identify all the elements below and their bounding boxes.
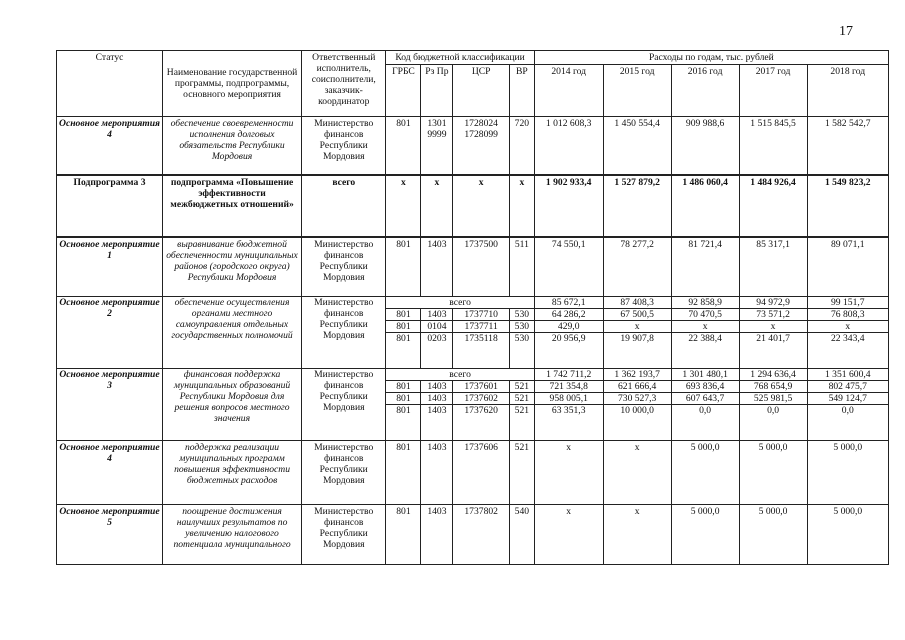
value-cell: 0,0 [671,405,739,441]
value-cell: 70 470,5 [671,309,739,321]
header-vr: ВР [509,65,534,117]
grbs-cell: 801 [386,405,421,441]
header-name: Наименование государственной программы, подпрограммы, основного мероприятия [163,51,302,117]
value-cell: 22 388,4 [671,333,739,369]
value-cell: 802 475,7 [807,381,888,393]
value-cell: 85 672,1 [534,297,603,309]
value-cell: 549 124,7 [807,393,888,405]
value-cell: х [603,505,671,565]
value-cell: 99 151,7 [807,297,888,309]
grbs-cell: х [386,175,421,237]
table-row [57,175,889,237]
header-expenses-group: Расходы по годам, тыс. рублей [534,51,888,65]
table-row [57,369,889,381]
value-cell: 1 742 711,2 [534,369,603,381]
value-cell: 1 301 480,1 [671,369,739,381]
name-cell: поощрение достижения наилучших результатов по увеличению налогового потенциала муниципального [163,505,302,565]
value-cell: 85 317,1 [739,237,807,297]
value-cell: х [739,321,807,333]
table-row [57,441,889,505]
value-cell: 5 000,0 [739,505,807,565]
name-cell: финансовая поддержка муниципальных образований Республики Мордовия для решения вопросов местного значения [163,369,302,441]
name-cell: подпрограмма «Повышение эффективности межбюджетных отношений» [163,175,302,237]
header-responsible: Ответственный исполнитель, соисполнители, заказчик-координатор [302,51,386,117]
value-cell: х [534,505,603,565]
page-number: 17 [839,24,853,39]
value-cell: 730 527,3 [603,393,671,405]
rz-cell: 1403 [421,309,453,321]
value-cell: 1 294 636,4 [739,369,807,381]
csr-cell: 1737620 [453,405,510,441]
status-cell: Основное мероприятие 3 [57,369,163,441]
value-cell: 63 351,3 [534,405,603,441]
header-year: 2016 год [671,65,739,117]
header-year: 2018 год [807,65,888,117]
header-year: 2014 год [534,65,603,117]
rz-cell: 0203 [421,333,453,369]
csr-cell: 1737711 [453,321,510,333]
value-cell: 5 000,0 [671,505,739,565]
value-cell: 10 000,0 [603,405,671,441]
value-cell: 1 515 845,5 [739,117,807,175]
csr-cell: 1737606 [453,441,510,505]
rz-cell: 1403 [421,237,453,297]
value-cell: 76 808,3 [807,309,888,321]
value-cell: 1 351 600,4 [807,369,888,381]
status-cell: Основное мероприятие 4 [57,441,163,505]
csr-cell: 1737802 [453,505,510,565]
value-cell: 1 012 608,3 [534,117,603,175]
rz-cell: 1403 [421,405,453,441]
total-label-cell: всего [386,369,534,381]
responsible-cell: Министерство финансов Республики Мордовия [302,297,386,369]
header-year: 2015 год [603,65,671,117]
grbs-cell: 801 [386,117,421,175]
value-cell: 607 643,7 [671,393,739,405]
value-cell: 64 286,2 [534,309,603,321]
grbs-cell: 801 [386,321,421,333]
csr-cell: 1735118 [453,333,510,369]
vr-cell: 521 [509,393,534,405]
vr-cell: 521 [509,441,534,505]
budget-table [56,50,889,565]
value-cell: 1 484 926,4 [739,175,807,237]
value-cell: 5 000,0 [671,441,739,505]
responsible-cell: всего [302,175,386,237]
csr-cell: 1737602 [453,393,510,405]
name-cell: обеспечение своевременности исполнения долговых обязательств Республики Мордовия [163,117,302,175]
rz-cell: 0104 [421,321,453,333]
rz-cell: х [421,175,453,237]
header-year: 2017 год [739,65,807,117]
table-row [57,117,889,175]
status-cell: Подпрограмма 3 [57,175,163,237]
vr-cell: 540 [509,505,534,565]
csr-cell: 1737710 [453,309,510,321]
value-cell: 768 654,9 [739,381,807,393]
value-cell: 0,0 [739,405,807,441]
header-row [57,51,889,65]
value-cell: 525 981,5 [739,393,807,405]
value-cell: х [807,321,888,333]
csr-cell: 1737500 [453,237,510,297]
value-cell: 74 550,1 [534,237,603,297]
rz-cell: 1403 [421,381,453,393]
value-cell: 1 549 823,2 [807,175,888,237]
grbs-cell: 801 [386,393,421,405]
value-cell: 73 571,2 [739,309,807,321]
value-cell: 81 721,4 [671,237,739,297]
vr-cell: 530 [509,333,534,369]
csr-cell: 1737601 [453,381,510,393]
header-status: Статус [57,51,163,117]
vr-cell: 521 [509,405,534,441]
value-cell: 5 000,0 [807,505,888,565]
vr-cell: 530 [509,309,534,321]
table-row [57,505,889,565]
rz-cell: 1403 [421,505,453,565]
header-rz-pr: Рз Пр [421,65,453,117]
value-cell: 721 354,8 [534,381,603,393]
value-cell: 1 527 879,2 [603,175,671,237]
name-cell: поддержка реализации муниципальных программ повышения эффективности бюджетных расходов [163,441,302,505]
table-row [57,237,889,297]
rz-cell: 1301 9999 [421,117,453,175]
name-cell: обеспечение осуществления органами местного самоуправления отдельных государственных полномочий [163,297,302,369]
value-cell: 20 956,9 [534,333,603,369]
status-cell: Основное мероприятие 1 [57,237,163,297]
vr-cell: 511 [509,237,534,297]
value-cell: 87 408,3 [603,297,671,309]
value-cell: 1 362 193,7 [603,369,671,381]
grbs-cell: 801 [386,333,421,369]
rz-cell: 1403 [421,393,453,405]
responsible-cell: Министерство финансов Республики Мордовия [302,505,386,565]
grbs-cell: 801 [386,505,421,565]
value-cell: 19 907,8 [603,333,671,369]
status-cell: Основное мероприятие 5 [57,505,163,565]
value-cell: 621 666,4 [603,381,671,393]
value-cell: 958 005,1 [534,393,603,405]
value-cell: 94 972,9 [739,297,807,309]
grbs-cell: 801 [386,441,421,505]
header-csr: ЦСР [453,65,510,117]
vr-cell: 521 [509,381,534,393]
value-cell: 1 486 060,4 [671,175,739,237]
csr-cell: 1728024 1728099 [453,117,510,175]
value-cell: х [534,441,603,505]
name-cell: выравнивание бюджетной обеспеченности муниципальных районов (городского округа) Республики Мордовия [163,237,302,297]
grbs-cell: 801 [386,381,421,393]
total-label-cell: всего [386,297,534,309]
responsible-cell: Министерство финансов Республики Мордовия [302,237,386,297]
value-cell: 78 277,2 [603,237,671,297]
value-cell: 429,0 [534,321,603,333]
value-cell: 5 000,0 [807,441,888,505]
value-cell: 67 500,5 [603,309,671,321]
table-row [57,297,889,309]
header-grbs: ГРБС [386,65,421,117]
header-code-group: Код бюджетной классификации [386,51,534,65]
grbs-cell: 801 [386,237,421,297]
value-cell: 22 343,4 [807,333,888,369]
value-cell: 5 000,0 [739,441,807,505]
value-cell: 1 582 542,7 [807,117,888,175]
csr-cell: х [453,175,510,237]
value-cell: 1 902 933,4 [534,175,603,237]
value-cell: х [671,321,739,333]
value-cell: 92 858,9 [671,297,739,309]
value-cell: 1 450 554,4 [603,117,671,175]
responsible-cell: Министерство финансов Республики Мордовия [302,441,386,505]
value-cell: 89 071,1 [807,237,888,297]
status-cell: Основное мероприятия 4 [57,117,163,175]
value-cell: 909 988,6 [671,117,739,175]
value-cell: х [603,441,671,505]
grbs-cell: 801 [386,309,421,321]
responsible-cell: Министерство финансов Республики Мордовия [302,117,386,175]
rz-cell: 1403 [421,441,453,505]
value-cell: 21 401,7 [739,333,807,369]
vr-cell: 720 [509,117,534,175]
value-cell: 0,0 [807,405,888,441]
value-cell: х [603,321,671,333]
value-cell: 693 836,4 [671,381,739,393]
responsible-cell: Министерство финансов Республики Мордовия [302,369,386,441]
status-cell: Основное мероприятие 2 [57,297,163,369]
vr-cell: 530 [509,321,534,333]
vr-cell: х [509,175,534,237]
